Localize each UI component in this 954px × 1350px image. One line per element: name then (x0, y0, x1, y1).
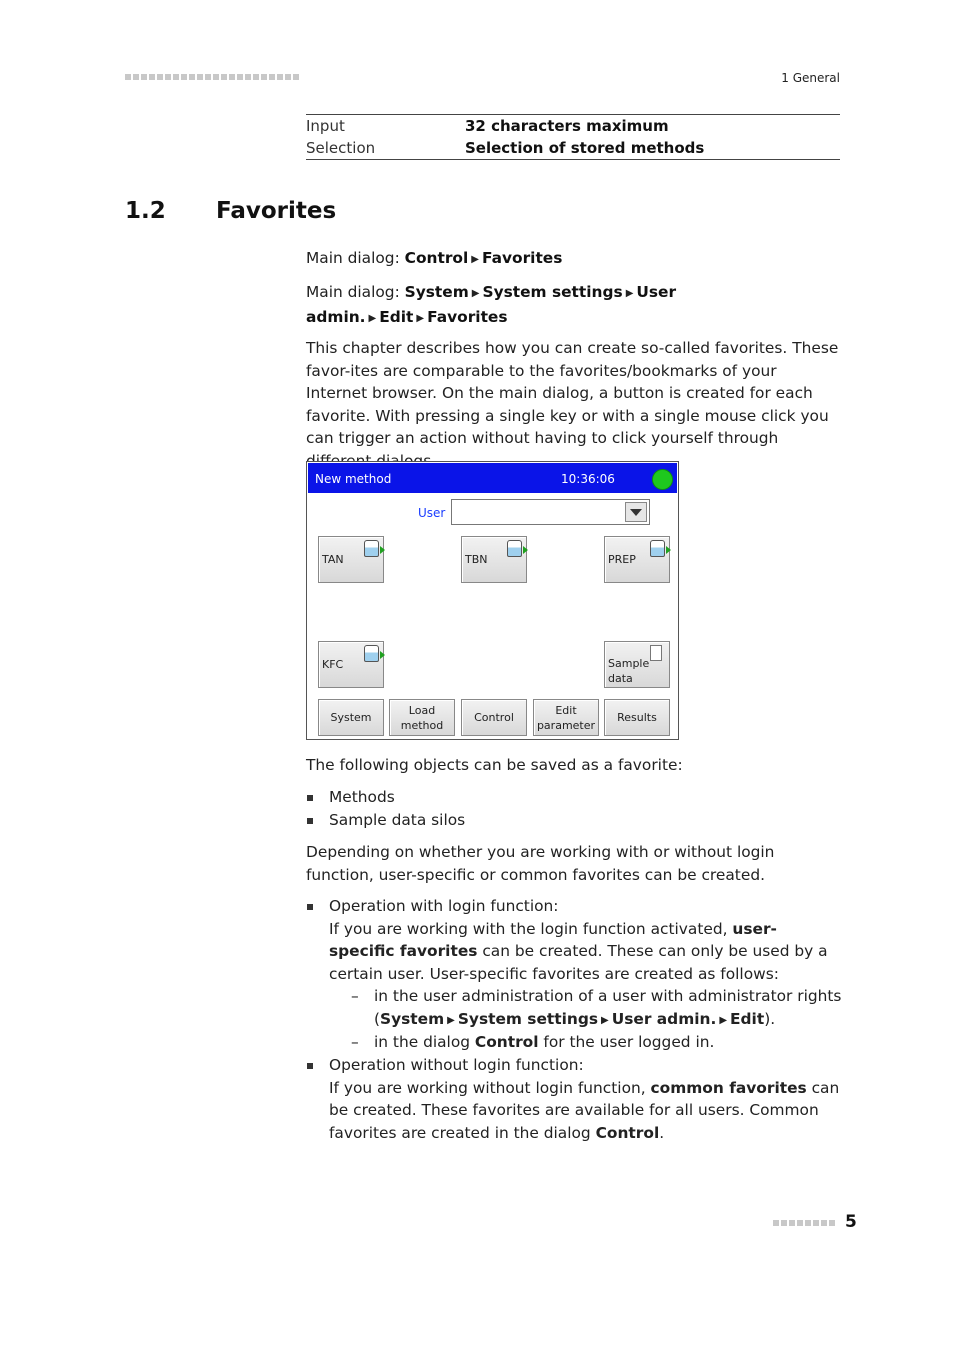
spec-value: 32 characters maximum (465, 117, 669, 135)
favorite-button-tan[interactable]: TAN (318, 536, 384, 583)
spec-row (306, 115, 840, 137)
depending-paragraph: Depending on whether you are working with or without login function, user-specific or common favorites can be created. (306, 843, 775, 884)
status-led-icon (652, 469, 673, 490)
spec-key: Selection (306, 139, 376, 157)
section-title: Favorites (216, 198, 337, 224)
favorite-button-sample-data[interactable]: Sample data (604, 641, 670, 688)
intro-paragraph: This chapter describes how you can create so-called favorites. These favor-ites are comparable to the favorites/bookmarks of your Internet browser. On the main dialog, a button is created for each favorite. With pressing a single key or with a single mouse click you can trigger an action without having to click yourself through (306, 339, 839, 447)
list-item: Sample data silos (306, 809, 842, 832)
user-dropdown[interactable] (451, 499, 650, 525)
list-item-with-login: Operation with login function: If you are working with the login function activated, user-specific favorites can be created. These can only be used by a certain user. User-specific favorites are created as follows: (306, 895, 842, 985)
device-screenshot (306, 461, 679, 740)
document-icon (650, 645, 662, 661)
spec-key: Input (306, 117, 345, 135)
page-number: 5 (845, 1212, 857, 1232)
edit-parameter-button[interactable]: Edit parameter (533, 699, 599, 736)
system-button[interactable]: System (318, 699, 384, 736)
device-time: 10:36:06 (561, 472, 615, 486)
section-heading (125, 198, 336, 224)
section-number: 1.2 (125, 198, 166, 224)
dialog-path-2: Main dialog: System ▶ System settings ▶ User admin. ▶ Edit ▶ Favorites (306, 283, 677, 326)
control-button[interactable]: Control (461, 699, 527, 736)
footer-decoration (773, 1220, 835, 1226)
spec-table (306, 114, 840, 160)
header-decoration (125, 74, 299, 82)
favorite-button-prep[interactable]: PREP (604, 536, 670, 583)
favorite-button-tbn[interactable]: TBN (461, 536, 527, 583)
method-icon (650, 540, 665, 557)
chevron-down-icon[interactable] (625, 502, 647, 522)
device-title-bar (308, 463, 677, 493)
device-title: New method (315, 472, 392, 486)
user-label: User (418, 506, 446, 520)
method-icon (364, 540, 379, 557)
chapter-header: 1 General (781, 71, 840, 85)
spec-row (306, 137, 840, 159)
method-icon (364, 645, 379, 662)
list-item-without-login: Operation without login function: If you are working without login function, common favorites can be created. These favorites are available for all users. Common favorites are created in the dialog Control. (306, 1054, 842, 1144)
dialog-path-1: Main dialog: Control ▶ Favorites (306, 249, 563, 267)
favorite-button-kfc[interactable]: KFC (318, 641, 384, 688)
objects-intro: The following objects can be saved as a favorite: (306, 756, 683, 774)
results-button[interactable]: Results (604, 699, 670, 736)
spec-value: Selection of stored methods (465, 139, 705, 157)
method-icon (507, 540, 522, 557)
sub-list-item: – in the dialog Control for the user logged in. (351, 1033, 715, 1051)
load-method-button[interactable]: Load method (389, 699, 455, 736)
list-item: Methods (306, 786, 842, 809)
sub-list-item: – in the user administration of a user with administrator rights (System ▶ System settings ▶ User admin. ▶ Edit). (351, 987, 842, 1028)
